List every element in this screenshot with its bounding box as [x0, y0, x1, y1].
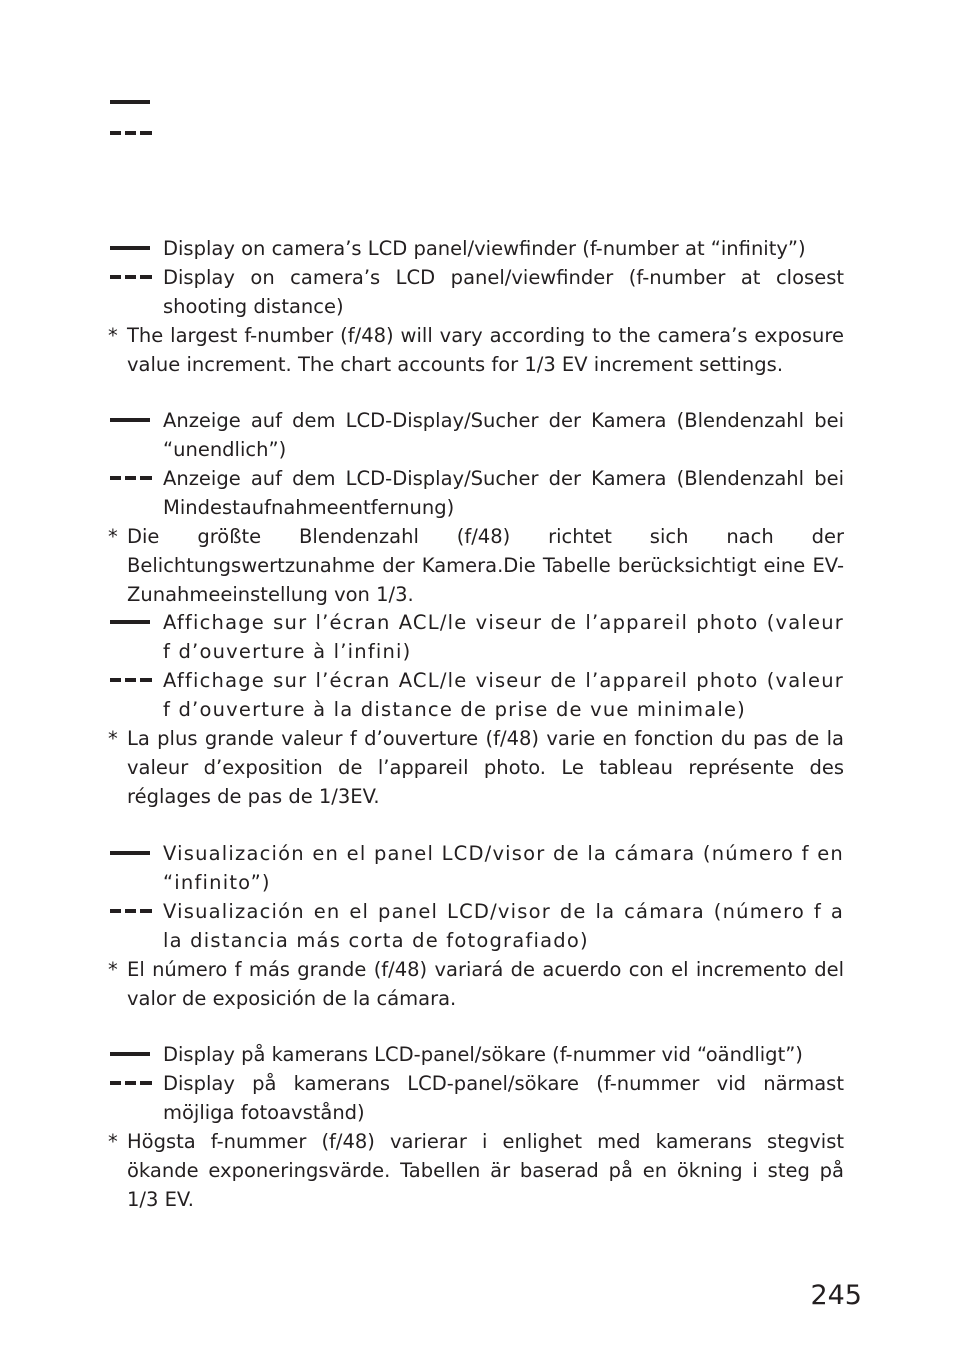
footnote	[108, 955, 844, 1013]
footnote-text: Högsta f-nummer (f/48) varierar i enlighet med kamerans stegvist ökande exponeringsvärde. Tabellen är baserad på en ökning i steg på 1/3 EV.	[127, 1130, 844, 1211]
footnote-text: El número f más grande (f/48) variará de acuerdo con el incremento del valor de exposición de la cámara.	[127, 958, 844, 1010]
footnote-marker: *	[108, 958, 118, 981]
solid-line-icon	[110, 620, 150, 624]
dashed-line-icon	[110, 909, 152, 913]
dashed-line-legend-entry	[108, 263, 844, 321]
dashed-line-icon	[110, 131, 152, 135]
footnote-marker: *	[108, 1130, 118, 1153]
solid-line-icon	[110, 100, 150, 104]
solid-line-legend-entry	[108, 839, 844, 897]
legend-section-french	[108, 608, 844, 811]
solid-line-legend-entry	[108, 608, 844, 666]
dashed-line-legend-entry	[108, 897, 844, 955]
solid-line-icon	[110, 418, 150, 422]
solid-line-description: Anzeige auf dem LCD-Display/Sucher der Kamera (Blendenzahl bei “unendlich”)	[163, 409, 844, 461]
dashed-line-description: Affichage sur l’écran ACL/le viseur de l’appareil photo (valeur f d’ouverture à la distance de prise de vue minimale)	[163, 669, 844, 721]
solid-line-legend-entry	[108, 1040, 844, 1069]
footnote	[108, 724, 844, 811]
solid-line-icon	[110, 1052, 150, 1056]
legend-section-english	[108, 234, 844, 379]
footnote-text: The largest f-number (f/48) will vary according to the camera’s exposure value increment. The chart accounts for 1/3 EV increment settings.	[127, 324, 844, 376]
solid-line-icon	[110, 851, 150, 855]
solid-line-description: Display on camera’s LCD panel/viewfinder (f-number at “infinity”)	[163, 237, 806, 260]
footnote-text: Die größte Blendenzahl (f/48) richtet sich nach der Belichtungswertzunahme der Kamera.Die Tabelle berücksichtigt eine EV-Zunahmeeinstellung von 1/3.	[127, 525, 844, 606]
legend-section-german	[108, 406, 844, 609]
footnote	[108, 321, 844, 379]
solid-line-description: Display på kamerans LCD-panel/sökare (f-nummer vid “oändligt”)	[163, 1043, 803, 1066]
solid-line-legend-entry	[108, 234, 844, 263]
footnote-marker: *	[108, 525, 118, 548]
dashed-line-description: Visualización en el panel LCD/visor de la cámara (número f a la distancia más corta de fotografiado)	[163, 900, 844, 952]
dashed-line-legend-entry	[108, 666, 844, 724]
dashed-line-description: Anzeige auf dem LCD-Display/Sucher der Kamera (Blendenzahl bei Mindestaufnahmeentfernung)	[163, 467, 844, 519]
footnote	[108, 522, 844, 609]
dashed-line-icon	[110, 1081, 152, 1085]
footnote-marker: *	[108, 727, 118, 750]
footnote-text: La plus grande valeur f d’ouverture (f/48) varie en fonction du pas de la valeur d’exposition de l’appareil photo. Le tableau représente des réglages de pas de 1/3EV.	[127, 727, 844, 808]
solid-line-description: Visualización en el panel LCD/visor de la cámara (número f en “infinito”)	[163, 842, 844, 894]
dashed-line-description: Display på kamerans LCD-panel/sökare (f-nummer vid närmast möjliga fotoavstånd)	[163, 1072, 844, 1124]
legend-section-spanish	[108, 839, 844, 1013]
footnote-marker: *	[108, 324, 118, 347]
page-number: 245	[810, 1280, 862, 1311]
solid-line-legend-entry	[108, 406, 844, 464]
dashed-line-legend-entry	[108, 464, 844, 522]
dashed-line-icon	[110, 275, 152, 279]
legend-section-swedish	[108, 1040, 844, 1214]
dashed-line-description: Display on camera’s LCD panel/viewfinder (f-number at closest shooting distance)	[163, 266, 844, 318]
solid-line-description: Affichage sur l’écran ACL/le viseur de l’appareil photo (valeur f d’ouverture à l’infini)	[163, 611, 844, 663]
dashed-line-icon	[110, 678, 152, 682]
footnote	[108, 1127, 844, 1214]
dashed-line-icon	[110, 476, 152, 480]
solid-line-icon	[110, 246, 150, 250]
dashed-line-legend-entry	[108, 1069, 844, 1127]
